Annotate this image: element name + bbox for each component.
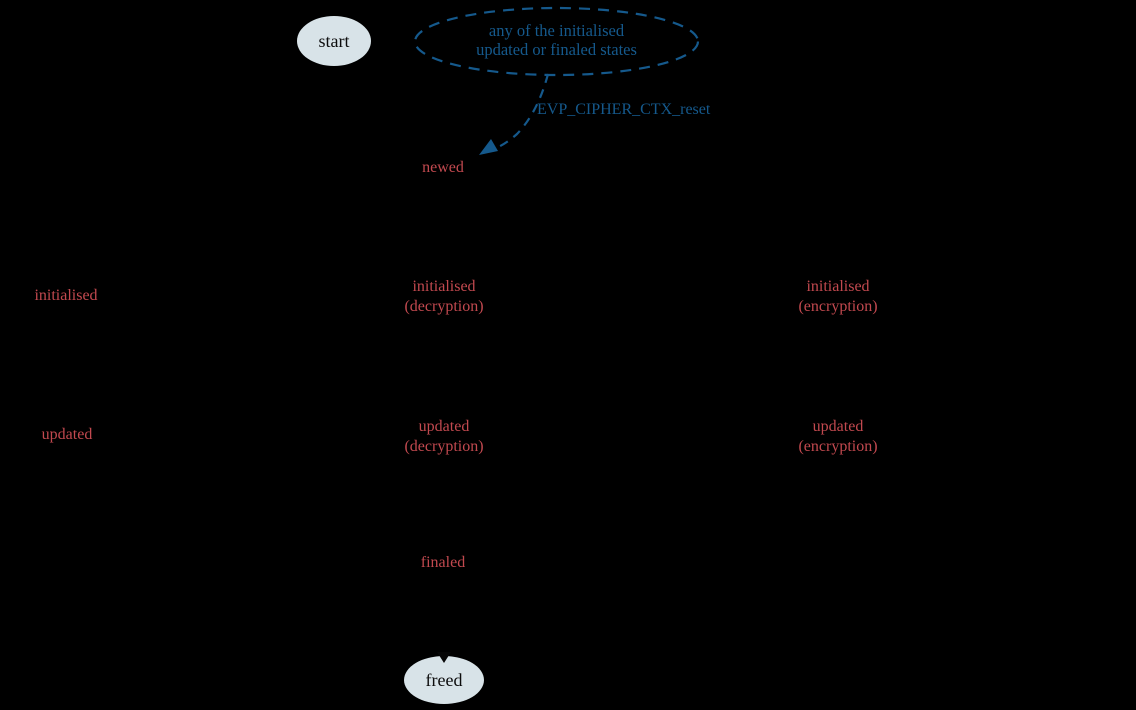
meta-state-line1: any of the initialised bbox=[488, 21, 625, 40]
reset-edge-arrowhead-icon bbox=[479, 139, 498, 155]
state-newed-line1: newed bbox=[422, 159, 464, 176]
state-updated-line1: updated bbox=[41, 426, 93, 443]
state-updated-encryption bbox=[773, 417, 903, 457]
state-initialised bbox=[16, 286, 116, 306]
start-node-label: start bbox=[318, 30, 350, 51]
state-initialised-encryption-line1: initialised bbox=[806, 278, 870, 295]
state-updated-decryption-line2: (decryption) bbox=[404, 438, 484, 455]
state-finaled-line1: finaled bbox=[420, 554, 466, 571]
meta-state-node-label bbox=[416, 21, 697, 59]
freed-node-label: freed bbox=[425, 669, 463, 690]
state-initialised-encryption bbox=[773, 277, 903, 317]
state-initialised-decryption-line2: (decryption) bbox=[404, 298, 484, 315]
state-initialised-line1: initialised bbox=[34, 287, 98, 304]
meta-state-line2: updated or finaled states bbox=[476, 40, 637, 59]
state-newed bbox=[393, 158, 493, 178]
freed-node bbox=[404, 656, 484, 704]
state-initialised-encryption-line2: (encryption) bbox=[798, 298, 878, 315]
reset-transition-label: EVP_CIPHER_CTX_reset bbox=[537, 101, 711, 118]
state-finaled bbox=[393, 553, 493, 573]
state-updated bbox=[17, 425, 117, 445]
start-node bbox=[297, 16, 371, 66]
state-updated-encryption-line1: updated bbox=[812, 418, 864, 435]
state-updated-decryption bbox=[379, 417, 509, 457]
state-initialised-decryption bbox=[379, 277, 509, 317]
state-initialised-decryption-line1: initialised bbox=[412, 278, 476, 295]
state-updated-encryption-line2: (encryption) bbox=[798, 438, 878, 455]
state-updated-decryption-line1: updated bbox=[418, 418, 470, 435]
